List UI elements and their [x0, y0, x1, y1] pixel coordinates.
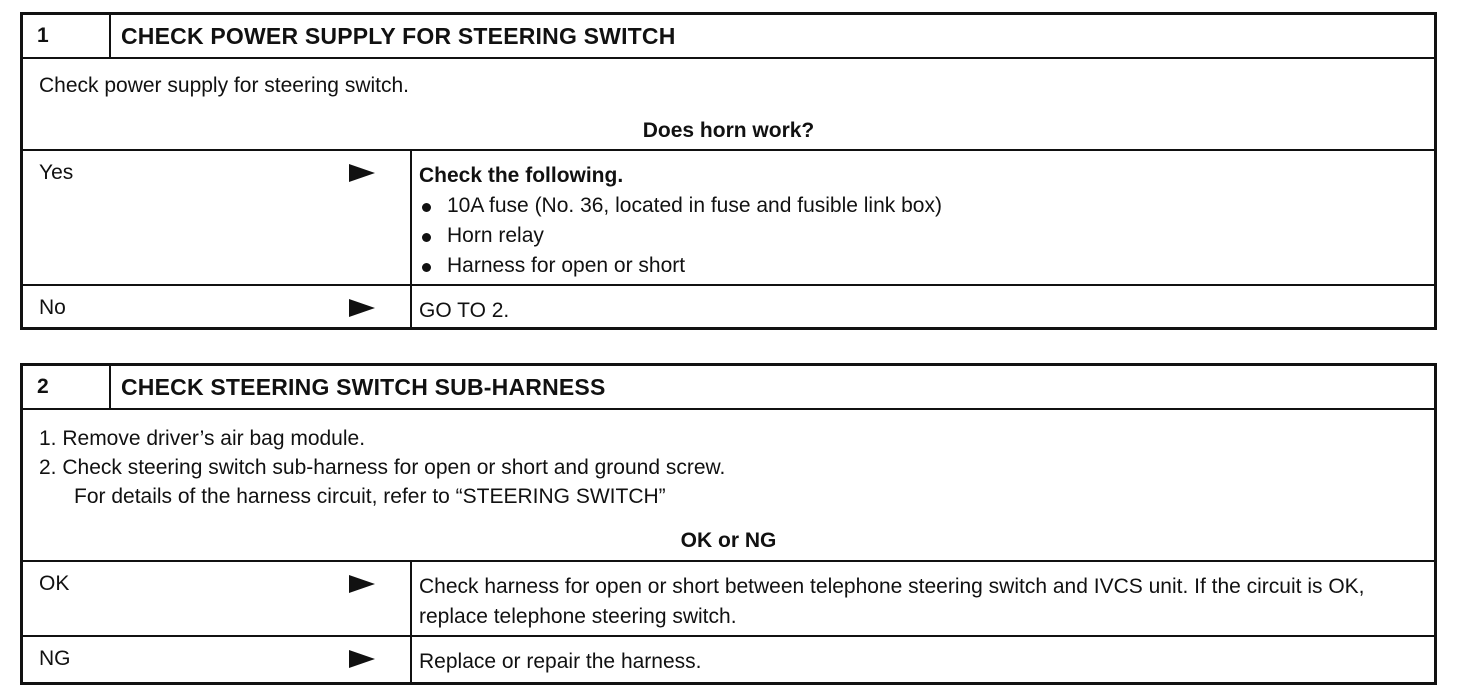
check-item — [419, 191, 1422, 221]
right-arrow-icon — [349, 164, 375, 182]
answer-result: GO TO 2. — [419, 299, 510, 322]
step-number: 1 — [23, 15, 111, 57]
answer-label: OK — [39, 572, 70, 595]
instruction-line: For details of the harness circuit, refer to “STEERING SWITCH” — [74, 485, 666, 508]
answer-row-yes — [23, 149, 1434, 284]
answer-row-ok — [23, 560, 1434, 635]
step-question: Does horn work? — [642, 119, 815, 142]
answer-result: Check harness for open or short between telephone steering switch and IVCS unit. If the circuit is OK, replace telephone steering switch. — [419, 575, 1365, 628]
column-divider — [410, 286, 412, 327]
result-heading: Check the following. — [419, 164, 624, 187]
column-divider — [410, 637, 412, 682]
column-divider — [410, 562, 412, 635]
instruction-line: 2. Check steering switch sub-harness for open or short and ground screw. — [39, 456, 726, 479]
step-title: CHECK POWER SUPPLY FOR STEERING SWITCH — [121, 23, 676, 49]
answer-result — [419, 161, 1422, 281]
answer-label: Yes — [39, 161, 74, 184]
check-item-text: Harness for open or short — [447, 254, 686, 277]
step-title: CHECK STEERING SWITCH SUB-HARNESS — [121, 374, 606, 400]
column-divider — [410, 151, 412, 284]
check-item-text: Horn relay — [447, 224, 544, 247]
answer-label: No — [39, 296, 66, 319]
step-question: OK or NG — [680, 529, 777, 552]
step-2-header — [23, 366, 1434, 410]
answer-row-ng — [23, 635, 1434, 682]
right-arrow-icon — [349, 575, 375, 593]
check-item-text: 10A fuse (No. 36, located in fuse and fusible link box) — [447, 194, 942, 217]
answer-row-no — [23, 284, 1434, 327]
bullet-icon — [422, 233, 431, 242]
bullet-icon — [422, 263, 431, 272]
answer-result: Replace or repair the harness. — [419, 650, 702, 673]
step-1-table — [20, 12, 1437, 330]
instruction-line: 1. Remove driver’s air bag module. — [39, 427, 366, 450]
right-arrow-icon — [349, 299, 375, 317]
step-number: 2 — [23, 366, 111, 408]
step-instruction-list — [39, 424, 725, 511]
bullet-icon — [422, 203, 431, 212]
check-item — [419, 221, 1422, 251]
step-instruction: Check power supply for steering switch. — [39, 74, 409, 97]
step-2-table — [20, 363, 1437, 685]
check-item — [419, 251, 1422, 281]
answer-label: NG — [39, 647, 71, 670]
right-arrow-icon — [349, 650, 375, 668]
step-1-header — [23, 15, 1434, 59]
